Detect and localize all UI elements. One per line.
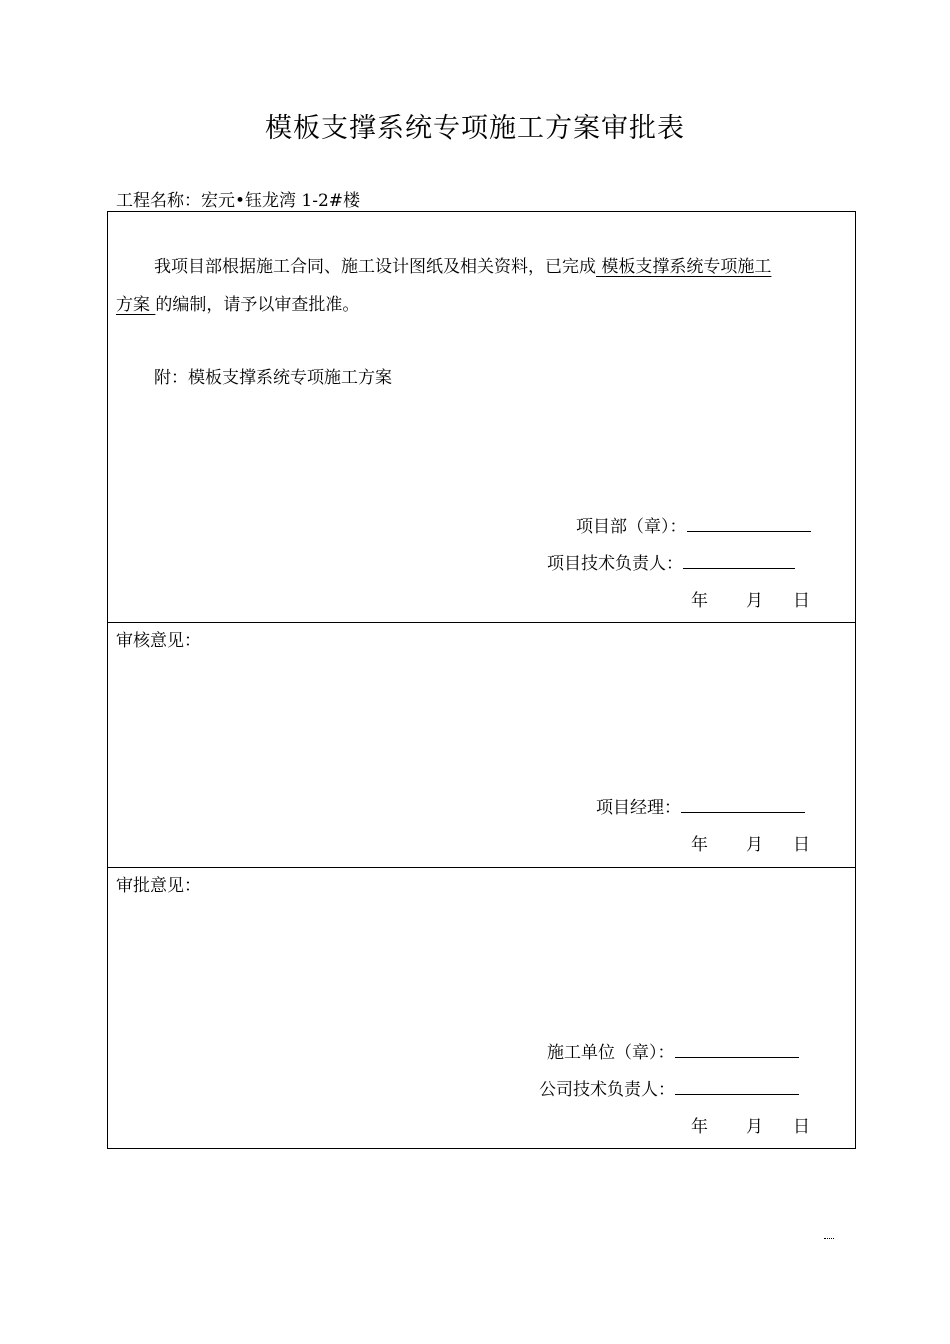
application-paragraph-line2 [116, 290, 359, 315]
date-row [691, 1112, 810, 1137]
year-label: 年 [691, 1117, 708, 1137]
attachment-note: 附：模板支撑系统专项施工方案 [154, 368, 392, 388]
month-label: 月 [746, 1117, 763, 1137]
year-label: 年 [691, 591, 708, 611]
company-tech-lead-label: 公司技术负责人： [539, 1080, 675, 1100]
day-label: 日 [793, 835, 810, 855]
day-label: 日 [793, 591, 810, 611]
approval-table [107, 211, 856, 1149]
project-dept-seal-line [687, 530, 811, 532]
tech-lead-label: 项目技术负责人： [547, 554, 683, 574]
paragraph-text-end: 的编制，请予以审查批准。 [155, 295, 360, 315]
plan-name-underlined: 模板支撑系统专项施工 [596, 257, 772, 277]
document-title: 模板支撑系统专项施工方案审批表 [265, 113, 685, 144]
year-label: 年 [691, 835, 708, 855]
company-tech-lead-line [675, 1093, 799, 1095]
approval-opinion-label: 审批意见： [116, 876, 201, 896]
application-paragraph-line1 [154, 252, 771, 277]
project-manager-label: 项目经理： [596, 798, 681, 818]
day-label: 日 [793, 1117, 810, 1137]
company-seal-label: 施工单位（章）： [547, 1043, 675, 1063]
approval-section [108, 868, 855, 1148]
company-seal-row [547, 1038, 799, 1063]
month-label: 月 [746, 591, 763, 611]
tech-lead-row [547, 549, 795, 574]
project-manager-row [596, 793, 805, 818]
review-section [108, 623, 855, 868]
project-manager-line [681, 811, 805, 813]
month-label: 月 [746, 835, 763, 855]
project-name: 工程名称：宏元•钰龙湾 1-2#楼 [116, 191, 361, 211]
company-seal-line [675, 1056, 799, 1058]
plan-name-underlined-cont: 方案 [116, 295, 156, 315]
review-opinion-label: 审核意见： [116, 631, 201, 651]
project-dept-seal-label: 项目部（章）： [576, 517, 687, 537]
application-section [108, 212, 855, 623]
page-footer-mark [824, 1238, 834, 1241]
company-tech-lead-row [539, 1075, 799, 1100]
paragraph-text: 我项目部根据施工合同、施工设计图纸及相关资料，已完成 [154, 257, 596, 277]
project-dept-seal-row [576, 512, 811, 537]
date-row [691, 830, 810, 855]
tech-lead-line [683, 567, 795, 569]
date-row [691, 586, 810, 611]
